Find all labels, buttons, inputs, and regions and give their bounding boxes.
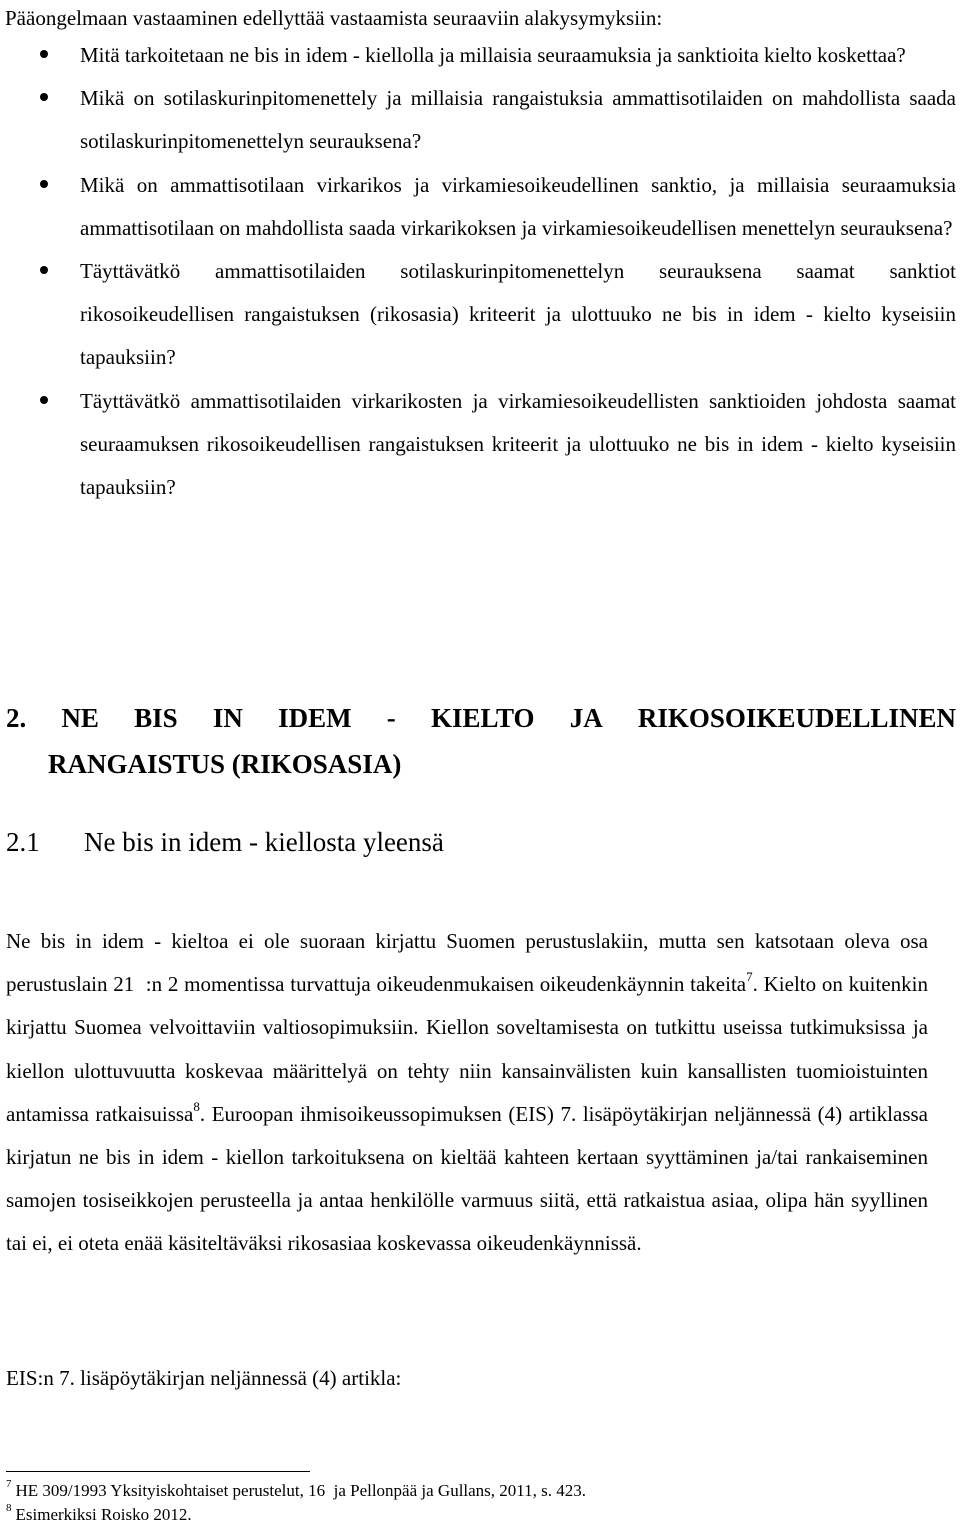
list-item xyxy=(0,380,960,510)
paragraph-part: . Euroopan ihmisoikeussopimuksen (EIS) 7. lisäpöytäkirjan neljännessä (4) artiklassa kirjatun ne bis in idem - kiellon tarkoituksena on kieltää kahteen kertaan syyttäminen ja/tai rankaiseminen samojen tosiseikkojen perusteella ja antaa henkilölle varmuus siitä, että ratkaistua asiaa, olipa hän syyllinen tai ei, ei oteta enää käsiteltäväksi rikosasiaa koskevassa oikeudenkäynnissä. xyxy=(6,1101,928,1256)
list-item xyxy=(0,77,960,163)
footnote-mark: 8 xyxy=(6,1502,12,1515)
footnote-mark: 7 xyxy=(6,1478,12,1491)
bullet-icon xyxy=(40,396,48,404)
list-item xyxy=(0,34,960,77)
heading-word: JA xyxy=(569,703,603,733)
bullet-icon xyxy=(40,266,48,274)
article-caption: EIS:n 7. lisäpöytäkirjan neljännessä (4) artikla: xyxy=(6,1366,402,1390)
subsection-title: Ne bis in idem - kiellosta yleensä xyxy=(84,827,444,857)
heading-word: IDEM xyxy=(278,703,352,733)
section-heading-2 xyxy=(6,695,956,787)
list-item xyxy=(0,164,960,250)
paragraph-part: . Kielto on kuitenkin kirjattu Suomea velvoittaviin valtiosopimuksiin. Kiellon soveltamisesta on tutkittu useissa tutkimuksissa ja kiellon ulottuvuutta koskevaa määrittelyä on tehty niin kansainvälisten kuin kansallisten tuomioistuinten antamissa ratkaisuissa xyxy=(6,972,928,1126)
footnote xyxy=(6,1503,586,1527)
sub-question-list xyxy=(0,34,960,509)
heading-word: - xyxy=(386,703,396,733)
footnote-divider xyxy=(6,1471,310,1472)
footnote-ref[interactable]: 8 xyxy=(193,1098,200,1114)
footnote-text: HE 309/1993 Yksityiskohtaiset perustelut, 16 ja Pellonpää ja Gullans, 2011, s. 423. xyxy=(15,1481,587,1500)
question-text: Mitä tarkoitetaan ne bis in idem - kiellolla ja millaisia seuraamuksia ja sanktioita kielto koskettaa? xyxy=(80,43,906,67)
footnotes xyxy=(6,1479,586,1527)
section-heading-line2: RANGAISTUS (RIKOSASIA) xyxy=(48,749,402,779)
paragraph-part: Ne bis in idem - kieltoa ei ole suoraan kirjattu Suomen perustuslakiin, mutta sen katsotaan oleva osa perustuslain 21 :n 2 momentissa turvattuja oikeudenmukaisen oikeudenkäynnin takeita xyxy=(6,929,928,997)
body-paragraph xyxy=(6,920,928,1266)
heading-word: NE xyxy=(61,703,99,733)
bullet-icon xyxy=(40,50,48,58)
section-number: 2. xyxy=(6,703,27,733)
footnote-ref[interactable]: 7 xyxy=(746,969,753,985)
heading-word: RIKOSOIKEUDELLINEN xyxy=(637,703,956,733)
intro-text: Pääongelmaan vastaaminen edellyttää vastaamista seuraaviin alakysymyksiin: xyxy=(5,6,663,30)
subsection-heading xyxy=(6,822,444,862)
footnote xyxy=(6,1479,586,1503)
question-text: Mikä on ammattisotilaan virkarikos ja virkamiesoikeudellinen sanktio, ja millaisia seuraamuksia ammattisotilaan on mahdollista saada virkarikoksen ja virkamiesoikeudellisen menettelyn seurauksena? xyxy=(80,172,956,240)
section-heading-line1 xyxy=(6,695,956,741)
list-item xyxy=(0,250,960,380)
question-text: Täyttävätkö ammattisotilaiden virkarikosten ja virkamiesoikeudellisten sanktioiden johdosta saamat seuraamuksen rikosoikeudellisen rangaistuksen kriteerit ja ulottuuko ne bis in idem - kielto kyseisiin tapauksiin? xyxy=(80,388,956,500)
bullet-icon xyxy=(40,93,48,101)
heading-word: BIS xyxy=(134,703,178,733)
heading-word: IN xyxy=(212,703,243,733)
bullet-icon xyxy=(40,180,48,188)
footnote-text: Esimerkiksi Roisko 2012. xyxy=(15,1505,192,1524)
heading-word: KIELTO xyxy=(430,703,535,733)
question-text: Täyttävätkö ammattisotilaiden sotilaskurinpitomenettelyn seurauksena saamat sanktiot rikosoikeudellisen rangaistuksen (rikosasia) kriteerit ja ulottuuko ne bis in idem - kielto kyseisiin tapauksiin? xyxy=(80,259,956,370)
subsection-number: 2.1 xyxy=(6,827,40,857)
question-text: Mikä on sotilaskurinpitomenettely ja millaisia rangaistuksia ammattisotilaiden on mahdollista saada sotilaskurinpitomenettelyn seurauksena? xyxy=(80,86,956,154)
